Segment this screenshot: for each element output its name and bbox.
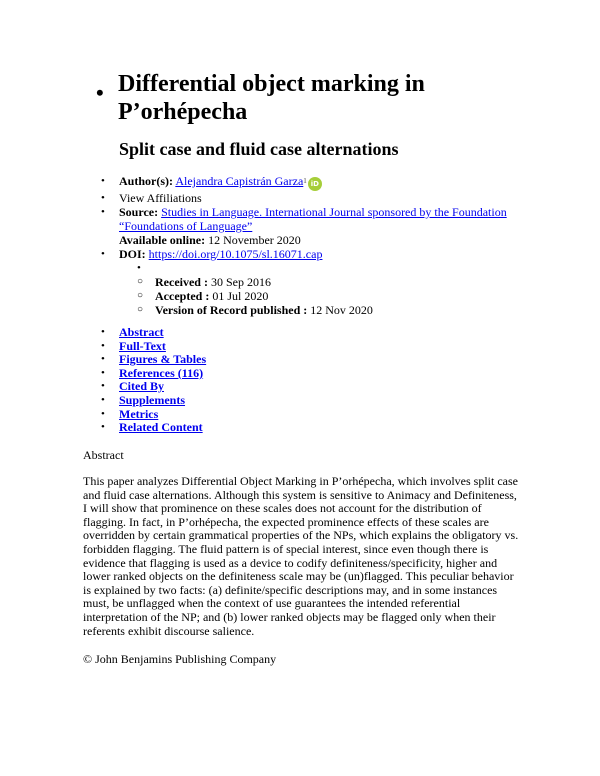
author-label: Author(s): bbox=[119, 174, 173, 188]
article-section-nav bbox=[101, 326, 206, 435]
nav-link-metrics[interactable]: Metrics bbox=[119, 406, 159, 421]
view-affiliations-toggle[interactable]: View Affiliations bbox=[119, 191, 202, 205]
meta-source bbox=[101, 205, 541, 247]
nav-item-metrics bbox=[101, 408, 206, 422]
nav-item-full-text bbox=[101, 340, 206, 354]
date-label: Received : bbox=[155, 275, 208, 289]
orcid-icon[interactable]: iD bbox=[308, 177, 322, 191]
available-online-label: Available online: bbox=[119, 233, 206, 247]
bullet-icon: • bbox=[101, 206, 105, 218]
nav-item-figures-tables bbox=[101, 353, 206, 367]
nav-link-supplements[interactable]: Supplements bbox=[119, 392, 186, 407]
bullet-icon: • bbox=[101, 353, 105, 366]
date-value: 12 Nov 2020 bbox=[310, 303, 373, 317]
nav-item-cited-by bbox=[101, 380, 206, 394]
bullet-icon: • bbox=[101, 248, 105, 260]
bullet-icon: • bbox=[101, 380, 105, 393]
circle-bullet-icon: ○ bbox=[137, 290, 144, 301]
available-online-date: 12 November 2020 bbox=[208, 233, 301, 247]
abstract-body: This paper analyzes Differential Object Marking in P’orhépecha, which involves split case and fluid case alternations. Although this system is sensitive to Animacy and Definiteness, I will show that prominence on these scales does not account for the distribution of flagging. In fact, in P’orhépecha, the expected prominence effects of these scales are overridden by certain grammatical properties of the NPs, which explains the obligatory vs. forbidden flagging. The fluid pattern is of special interest, since even though there is evidence that flagging is used as a device to codify definiteness/specificity, higher and lower ranked objects on the definiteness scale may be (un)flagged. This peculiar behavior is explained by two facts: (a) definite/specific descriptions may, and in some instances must, be unflagged when the context of use guarantees the intended referential interpretation of the NP; and (b) lower ranked objects may be flagged only when their referents exhibit discourse salience. bbox=[83, 474, 519, 638]
author-affiliation-sup: 1 bbox=[303, 177, 307, 185]
history-dates bbox=[119, 261, 541, 317]
nav-link-references[interactable]: References (116) bbox=[119, 365, 204, 380]
date-received bbox=[137, 275, 541, 289]
nav-link-full-text[interactable]: Full-Text bbox=[119, 338, 166, 353]
bullet-icon: • bbox=[101, 175, 105, 187]
doi-label: DOI: bbox=[119, 247, 146, 261]
bullet-icon: • bbox=[101, 339, 105, 352]
nav-link-figures-tables[interactable]: Figures & Tables bbox=[119, 352, 207, 367]
article-title-block bbox=[96, 70, 516, 126]
bullet-icon: • bbox=[101, 366, 105, 379]
title-bullet: • bbox=[96, 80, 104, 105]
article-subtitle: Split case and fluid case alternations bbox=[119, 139, 399, 159]
article-metadata bbox=[101, 174, 541, 317]
nav-link-abstract[interactable]: Abstract bbox=[119, 325, 164, 339]
bullet-icon: • bbox=[101, 407, 105, 420]
circle-bullet-icon: ○ bbox=[137, 276, 144, 287]
nav-item-supplements bbox=[101, 394, 206, 408]
meta-affiliations[interactable] bbox=[101, 191, 541, 205]
meta-doi bbox=[101, 247, 541, 317]
doi-link[interactable]: https://doi.org/10.1075/sl.16071.cap bbox=[148, 247, 323, 261]
nav-link-cited-by[interactable]: Cited By bbox=[119, 379, 164, 394]
bullet-icon: • bbox=[101, 326, 105, 338]
nav-item-references bbox=[101, 367, 206, 381]
bullet-icon: • bbox=[101, 393, 105, 406]
meta-author bbox=[101, 174, 541, 191]
abstract-heading: Abstract bbox=[83, 448, 124, 462]
nav-link-related-content[interactable]: Related Content bbox=[119, 420, 203, 435]
bullet-icon: • bbox=[101, 421, 105, 434]
date-accepted bbox=[137, 289, 541, 303]
empty-bullet-item bbox=[137, 261, 541, 275]
nav-item-abstract bbox=[101, 326, 206, 340]
date-value: 30 Sep 2016 bbox=[210, 275, 271, 289]
bullet-icon: • bbox=[101, 192, 105, 204]
author-link[interactable]: Alejandra Capistrán Garza bbox=[175, 174, 304, 188]
source-label: Source: bbox=[119, 205, 159, 219]
circle-bullet-icon: ○ bbox=[137, 304, 144, 315]
article-title: Differential object marking in P’orhépecha bbox=[118, 71, 425, 125]
date-label: Accepted : bbox=[155, 289, 210, 303]
date-version-of-record bbox=[137, 303, 541, 317]
date-value: 01 Jul 2020 bbox=[212, 289, 269, 303]
bullet-icon: • bbox=[137, 262, 141, 274]
nav-item-related-content bbox=[101, 421, 206, 435]
copyright-notice: © John Benjamins Publishing Company bbox=[83, 652, 277, 666]
source-journal-link[interactable]: Studies in Language. International Journal sponsored by the Foundation “Foundations of Language” bbox=[119, 205, 507, 233]
date-label: Version of Record published : bbox=[155, 303, 308, 317]
